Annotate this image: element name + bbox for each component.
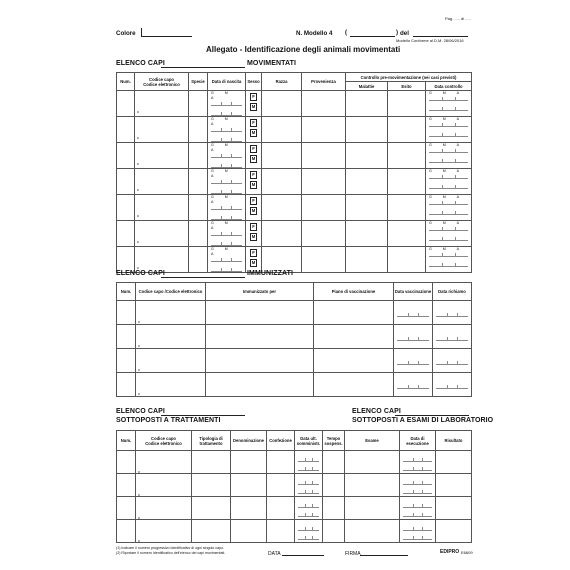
- col-data-esecuzione: Data di esecuzione: [400, 431, 436, 451]
- section3-right-heading-1: ELENCO CAPI: [352, 408, 401, 415]
- code-prefix: c: [138, 469, 140, 474]
- section2-heading-field[interactable]: [161, 269, 245, 278]
- sex-f-checkbox[interactable]: F: [250, 171, 257, 179]
- code-prefix: c: [138, 515, 140, 520]
- date-letters: G M A: [211, 195, 233, 204]
- section2-heading-right: IMMUNIZZATI: [247, 270, 294, 277]
- col-razza: Razza: [262, 73, 302, 91]
- section2-heading-left: ELENCO CAPI: [116, 270, 165, 277]
- section3-right-heading-field[interactable]: [395, 407, 469, 416]
- col-codice: Codice capo /Codice elettronico: [136, 283, 206, 301]
- table-row[interactable]: [117, 325, 472, 349]
- sex-f-checkbox[interactable]: F: [250, 93, 257, 101]
- code-prefix: c: [137, 135, 139, 140]
- col-immunizzato: Immunizzato per: [206, 283, 314, 301]
- date-letters: G M A: [429, 195, 464, 199]
- date-letters: G M A: [429, 117, 464, 121]
- sex-f-checkbox[interactable]: F: [250, 197, 257, 205]
- form-code: E6609: [461, 550, 473, 555]
- col-malattie: Malattie: [346, 82, 388, 91]
- table-row[interactable]: [117, 349, 472, 373]
- table-row[interactable]: [117, 91, 472, 117]
- table-row[interactable]: [117, 221, 472, 247]
- code-prefix: c: [137, 109, 139, 114]
- table-row[interactable]: [117, 169, 472, 195]
- date-letters: G M A: [211, 247, 233, 256]
- code-prefix: c: [138, 492, 140, 497]
- date-letters: G M A: [429, 169, 464, 173]
- col-confezione: Confezione: [267, 431, 295, 451]
- sex-m-checkbox[interactable]: M: [251, 208, 256, 213]
- del-label: del: [400, 30, 409, 37]
- code-prefix: c: [137, 161, 139, 166]
- table-row[interactable]: [117, 143, 472, 169]
- brand-logo: EDIPRO: [440, 549, 460, 555]
- modello-label: N. Modello 4: [296, 30, 333, 37]
- immunizzati-table: [116, 282, 472, 397]
- table-row[interactable]: [117, 373, 472, 397]
- firma-field[interactable]: [360, 549, 408, 556]
- table-row[interactable]: [117, 451, 472, 474]
- date-letters: G M A: [429, 221, 464, 225]
- table-row[interactable]: [117, 195, 472, 221]
- col-specie: Specie: [189, 73, 208, 91]
- firma-label: FIRMA: [345, 551, 361, 557]
- col-denominazione: Denominazione: [231, 431, 267, 451]
- col-num: Num.: [117, 431, 136, 451]
- sex-m-checkbox[interactable]: M: [251, 234, 256, 239]
- date-letters: G M A: [429, 143, 464, 147]
- sex-m-checkbox[interactable]: M: [251, 182, 256, 187]
- col-codice: Codice capo Codice elettronico: [136, 431, 192, 451]
- col-data-ult: Data ult. somministr.: [295, 431, 323, 451]
- col-data-controllo: Data controllo: [426, 82, 472, 91]
- col-num: Num.: [117, 283, 136, 301]
- date-letters: G M A: [429, 247, 464, 251]
- modello-number-field[interactable]: [350, 28, 395, 37]
- date-letters: G M A: [211, 169, 233, 178]
- code-prefix: c: [138, 391, 140, 396]
- del-date-field[interactable]: [413, 28, 468, 37]
- col-sesso: Sesso: [246, 73, 262, 91]
- code-prefix: c: [138, 367, 140, 372]
- conforme-text: Modello Conforme al D.M. 28/06/2016: [396, 38, 464, 43]
- page-number: Pag. ..... di .....: [445, 16, 471, 21]
- sex-m-checkbox[interactable]: M: [251, 260, 256, 265]
- date-letters: G M A: [211, 91, 233, 100]
- sex-f-checkbox[interactable]: F: [250, 249, 257, 257]
- date-letters: G M A: [211, 117, 233, 126]
- code-prefix: c: [137, 187, 139, 192]
- movimentati-table: [116, 72, 472, 273]
- col-risultato: Risultato: [436, 431, 472, 451]
- date-letters: G M A: [429, 91, 464, 95]
- code-prefix: c: [138, 319, 140, 324]
- table-row[interactable]: [117, 474, 472, 497]
- sex-m-checkbox[interactable]: M: [251, 130, 256, 135]
- col-data-nascita: Data di nascita: [208, 73, 246, 91]
- col-tempo-sospens: Tempo sospens.: [323, 431, 345, 451]
- section3-left-heading-field[interactable]: [161, 407, 245, 416]
- colore-field[interactable]: [141, 28, 192, 37]
- sex-m-checkbox[interactable]: M: [251, 104, 256, 109]
- table-row[interactable]: [117, 117, 472, 143]
- date-letters: G M A: [211, 221, 233, 230]
- section1-heading-field[interactable]: [161, 59, 245, 68]
- code-prefix: c: [137, 213, 139, 218]
- code-prefix: c: [137, 265, 139, 270]
- section1-heading-left: ELENCO CAPI: [116, 60, 165, 67]
- sex-m-checkbox[interactable]: M: [251, 156, 256, 161]
- code-prefix: c: [138, 343, 140, 348]
- col-data-richiamo: Data richiamo: [433, 283, 472, 301]
- section3-left-heading-2: SOTTOPOSTI A TRATTAMENTI: [116, 417, 221, 424]
- code-prefix: c: [137, 239, 139, 244]
- col-esito: Esito: [388, 82, 426, 91]
- date-letters: G M A: [211, 143, 233, 152]
- footnote-2: (2) Riportare il numero identificativo dell'elenco dei capi movimentati.: [116, 551, 226, 555]
- col-data-vaccinazione: Data vaccinazione: [394, 283, 433, 301]
- trattamenti-esami-table: [116, 430, 472, 543]
- data-field[interactable]: [282, 549, 324, 556]
- col-piano: Piano di vaccinazione: [314, 283, 394, 301]
- section3-left-heading-1: ELENCO CAPI: [116, 408, 165, 415]
- col-esame: Esame: [345, 431, 400, 451]
- table-row[interactable]: [117, 301, 472, 325]
- code-prefix: c: [138, 538, 140, 543]
- sex-f-checkbox[interactable]: F: [250, 145, 257, 153]
- col-num: Num.: [117, 73, 135, 91]
- table-row[interactable]: [117, 497, 472, 520]
- sex-f-checkbox[interactable]: F: [250, 223, 257, 231]
- col-codice: Codice capo Codice elettronico: [135, 73, 189, 91]
- col-controllo-group: Controllo pre-movimentazione (nei casi previsti): [346, 73, 472, 82]
- colore-label: Colore: [116, 30, 136, 37]
- table-row[interactable]: [117, 520, 472, 543]
- footnote-1: (1) Indicare il numero progressivo identificativo di ogni singolo capo.: [116, 546, 225, 550]
- sex-f-checkbox[interactable]: F: [250, 119, 257, 127]
- section1-heading-right: MOVIMENTATI: [247, 60, 297, 67]
- section3-right-heading-2: SOTTOPOSTI A ESAMI DI LABORATORIO: [352, 417, 494, 424]
- data-label: DATA: [268, 551, 281, 557]
- col-tipologia: Tipologia di trattamento: [192, 431, 231, 451]
- col-provenienza: Provenienza: [302, 73, 346, 91]
- page-title: Allegato - Identificazione degli animali movimentati: [206, 45, 401, 54]
